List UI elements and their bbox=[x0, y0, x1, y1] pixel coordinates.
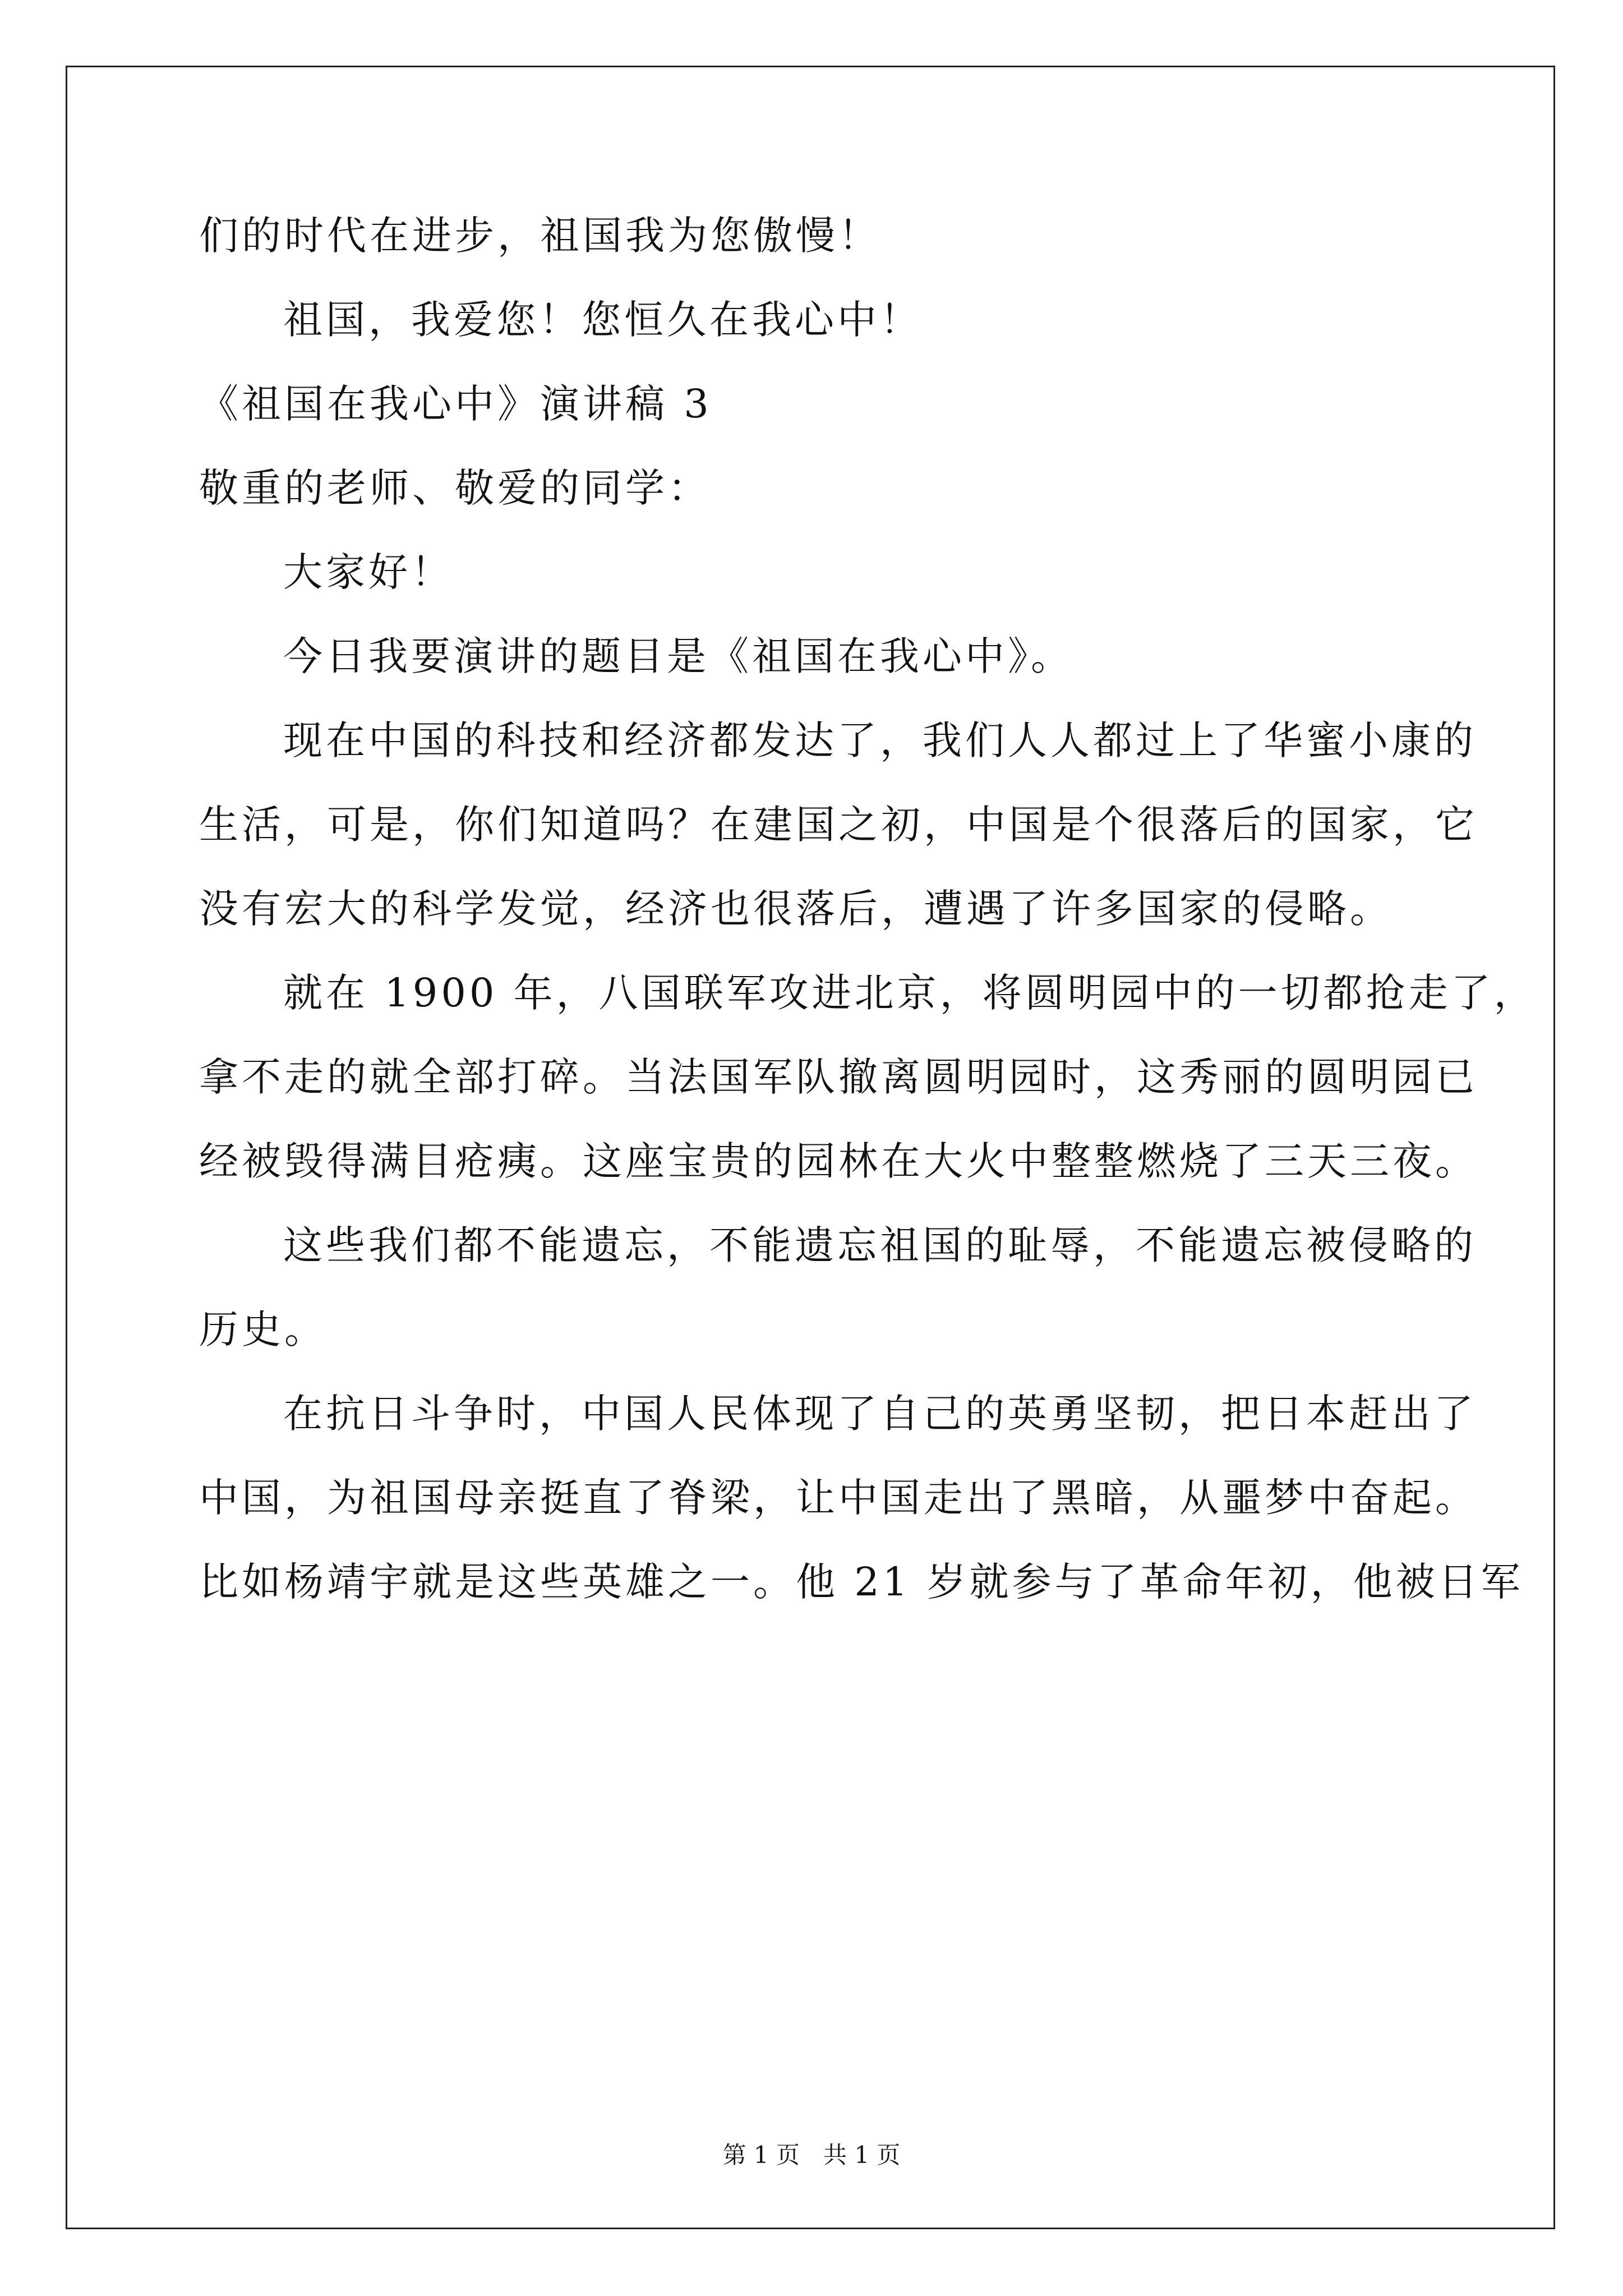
text-line: 中国，为祖国母亲挺直了脊梁，让中国走出了黑暗，从噩梦中奋起。 bbox=[199, 1475, 1478, 1521]
text-line: 生活，可是，你们知道吗？在建国之初，中国是个很落后的国家，它 bbox=[199, 802, 1478, 848]
text-line: 就在 1900 年，八国联军攻进北京，将圆明园中的一切都抢走了， bbox=[283, 970, 1537, 1016]
text-line: 们的时代在进步，祖国我为您傲慢！ bbox=[199, 213, 881, 259]
salutation: 敬重的老师、敬爱的同学： bbox=[199, 465, 711, 511]
text-line: 今日我要演讲的题目是《祖国在我心中》。 bbox=[283, 633, 1073, 679]
text-line: 这些我们都不能遗忘，不能遗忘祖国的耻辱，不能遗忘被侵略的 bbox=[283, 1222, 1477, 1268]
page-footer: 第 1 页 共 1 页 bbox=[722, 2141, 901, 2169]
text-line: 现在中国的科技和经济都发达了，我们人人都过上了华蜜小康的 bbox=[283, 717, 1477, 763]
text-line: 比如杨靖宇就是这些英雄之一。他 21 岁就参与了革命年初，他被日军 bbox=[199, 1559, 1524, 1605]
text-line: 拿不走的就全部打碎。当法国军队撤离圆明园时，这秀丽的圆明园已 bbox=[199, 1054, 1478, 1100]
section-title: 《祖国在我心中》演讲稿 3 bbox=[199, 381, 712, 427]
text-line: 经被毁得满目疮痍。这座宝贵的园林在大火中整整燃烧了三天三夜。 bbox=[199, 1138, 1478, 1184]
greeting: 大家好！ bbox=[283, 549, 454, 595]
text-line: 没有宏大的科学发觉，经济也很落后，遭遇了许多国家的侵略。 bbox=[199, 886, 1393, 932]
text-line: 历史。 bbox=[199, 1306, 327, 1352]
text-line: 祖国，我爱您！您恒久在我心中！ bbox=[283, 297, 923, 343]
text-line: 在抗日斗争时，中国人民体现了自己的英勇坚韧，把日本赶出了 bbox=[283, 1391, 1477, 1437]
